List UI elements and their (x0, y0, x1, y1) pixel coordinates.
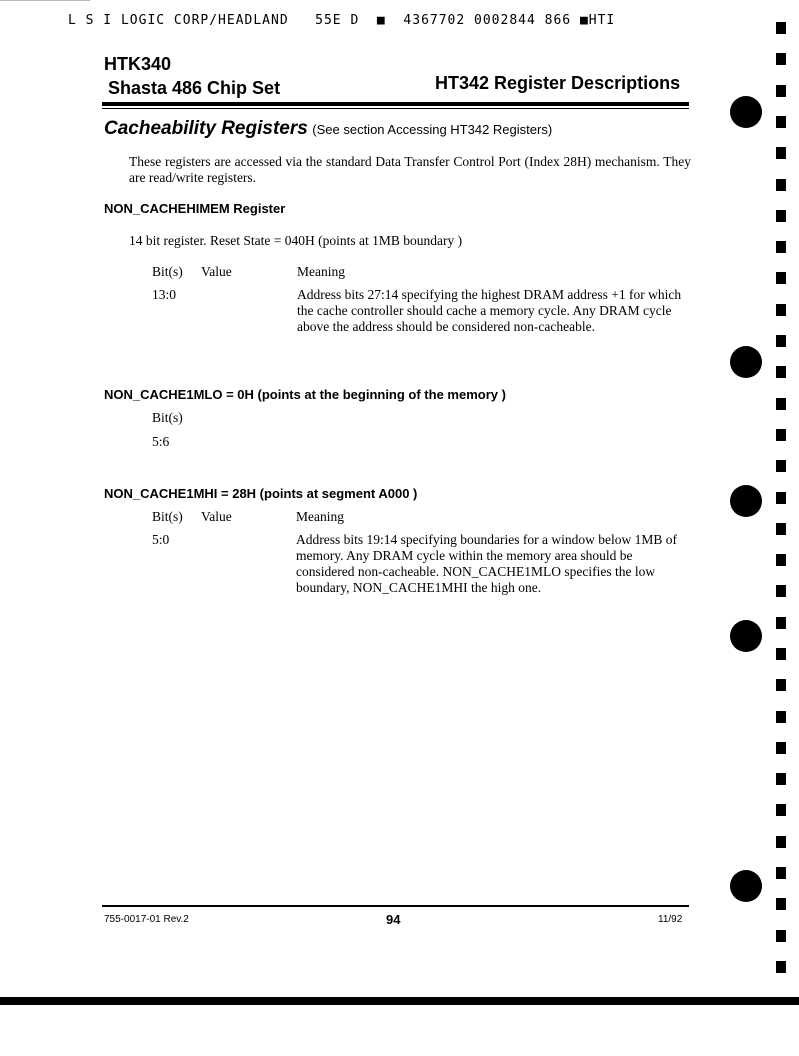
register-bits: 5:0 (152, 532, 170, 547)
column-header-bits: Bit(s) (152, 509, 183, 524)
register-description: 14 bit register. Reset State = 040H (points at 1MB boundary ) (129, 233, 463, 248)
cacheability-intro: These registers are accessed via the standard Data Transfer Control Port (Index 28H) mechanism. They are read/write registers. (129, 154, 691, 185)
binder-hole (730, 620, 762, 652)
edge-tick (776, 711, 786, 723)
column-header-value: Value (201, 509, 232, 524)
edge-tick (776, 304, 786, 316)
header-rule-thin (102, 108, 689, 109)
edge-tick (776, 898, 786, 910)
footer-page-number: 94 (386, 912, 401, 927)
edge-tick (776, 961, 786, 973)
edge-tick (776, 617, 786, 629)
footer-rule (102, 905, 689, 907)
scan-top-line (0, 0, 90, 1)
scan-bottom-bar (0, 997, 799, 1005)
column-header-meaning: Meaning (296, 509, 344, 524)
scan-header-stamp: L S I LOGIC CORP/HEADLAND 55E D ■ 4367702 0002844 866 ■HTI (68, 13, 616, 28)
edge-tick (776, 460, 786, 472)
section-title: HT342 Register Descriptions (435, 73, 681, 93)
edge-tick (776, 210, 786, 222)
edge-tick (776, 85, 786, 97)
edge-tick (776, 773, 786, 785)
doc-title: HTK340 (104, 54, 172, 74)
edge-tick (776, 554, 786, 566)
edge-tick (776, 429, 786, 441)
edge-tick (776, 523, 786, 535)
edge-tick (776, 116, 786, 128)
binder-hole (730, 485, 762, 517)
cacheability-heading (104, 118, 552, 140)
edge-tick (776, 742, 786, 754)
binder-hole (730, 870, 762, 902)
edge-tick (776, 930, 786, 942)
header-rule (102, 102, 689, 106)
edge-tick (776, 147, 786, 159)
edge-tick (776, 241, 786, 253)
cacheability-see-also: (See section Accessing HT342 Registers) (312, 122, 553, 137)
edge-tick (776, 53, 786, 65)
edge-tick (776, 867, 786, 879)
edge-tick (776, 492, 786, 504)
edge-tick (776, 179, 786, 191)
register-heading-noncache1mhi: NON_CACHE1MHI = 28H (points at segment A000 ) (104, 486, 418, 501)
edge-tick (776, 585, 786, 597)
column-header-value: Value (201, 264, 232, 279)
edge-tick (776, 398, 786, 410)
edge-tick (776, 22, 786, 34)
edge-tick (776, 804, 786, 816)
edge-tick (776, 648, 786, 660)
doc-subtitle: Shasta 486 Chip Set (108, 78, 281, 98)
edge-tick (776, 836, 786, 848)
edge-tick (776, 335, 786, 347)
register-meaning: Address bits 27:14 specifying the highest DRAM address +1 for which the cache controller should cache a memory cycle. Any DRAM cycle above the address should be considered non-cacheable. (297, 287, 682, 334)
cacheability-title: Cacheability Registers (104, 118, 308, 139)
column-header-meaning: Meaning (297, 264, 345, 279)
binder-hole (730, 346, 762, 378)
register-heading-noncache1mlo: NON_CACHE1MLO = 0H (points at the beginning of the memory ) (104, 387, 506, 402)
edge-tick (776, 366, 786, 378)
column-header-bits: Bit(s) (152, 410, 183, 425)
register-bits: 5:6 (152, 434, 170, 449)
edge-tick (776, 679, 786, 691)
register-meaning: Address bits 19:14 specifying boundaries for a window below 1MB of memory. Any DRAM cycle within the memory area should be considered non-cacheable. NON_CACHE1MLO specifies the low boundary, NON_CACHE1MHI the high one. (296, 532, 677, 595)
footer-date: 11/92 (658, 914, 683, 925)
edge-tick (776, 272, 786, 284)
binder-hole (730, 96, 762, 128)
column-header-bits: Bit(s) (152, 264, 183, 279)
register-bits: 13:0 (152, 287, 177, 302)
footer-doc-number: 755-0017-01 Rev.2 (104, 914, 189, 925)
register-heading-noncachehimem: NON_CACHEHIMEM Register (104, 201, 286, 216)
